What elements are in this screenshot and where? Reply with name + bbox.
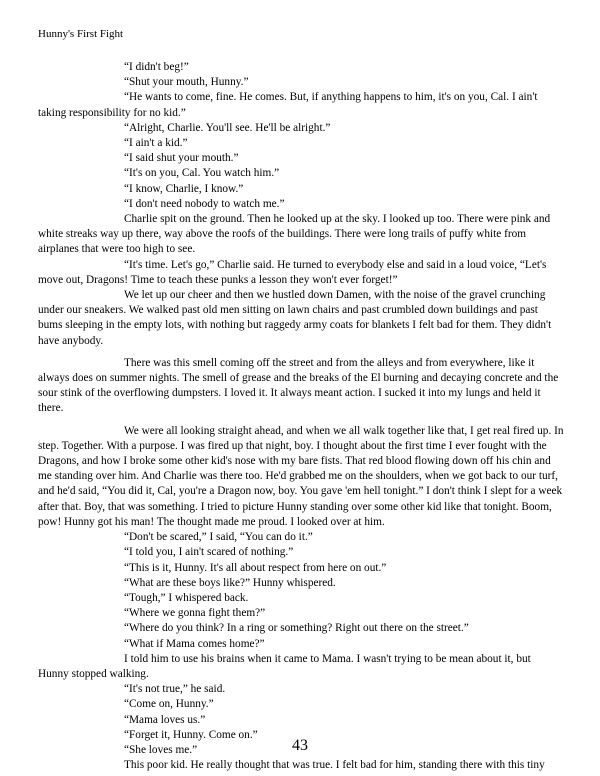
- paragraph: “Tough,” I whispered back.: [124, 591, 249, 604]
- paragraph: I told him to use his brains when it came to Mama. I wasn't trying to be mean about it, but Hunny stopped walking.: [38, 652, 531, 680]
- paragraph: “I know, Charlie, I know.”: [124, 182, 244, 195]
- paragraph: Charlie spit on the ground. Then he looked up at the sky. I looked up too. There were pink and white streaks way up there, way above the roofs of the buildings. There were long trails of puffy white from airplanes that were too high to see.: [38, 213, 551, 256]
- paragraph: This poor kid. He really thought that was true. I felt bad for him, standing there with this tiny: [124, 759, 545, 772]
- paragraph: “Mama loves us.”: [124, 713, 206, 726]
- paragraph: “I told you, I ain't scared of nothing.”: [124, 546, 294, 559]
- paragraph: “Don't be scared,” I said, “You can do it.”: [124, 531, 313, 544]
- paragraph: “He wants to come, fine. He comes. But, if anything happens to him, it's on you, Cal. I ain't taking responsibility for no kid.”: [38, 91, 538, 119]
- paragraph: “Where do you think? In a ring or something? Right out there on the street.”: [124, 622, 469, 635]
- paragraph: We let up our cheer and then we hustled down Damen, with the noise of the gravel crunching under our sneakers. We walked past old men sitting on lawn chairs and past crumbled down buildings and past bums sleeping in the empty lots, with nothing but raggedy army coats for blankets I felt bad for them. They didn't have anybody.: [38, 289, 552, 347]
- paragraph: “Come on, Hunny.”: [124, 698, 214, 711]
- paragraph: “I said shut your mouth.”: [124, 152, 239, 165]
- paragraph: “It's time. Let's go,” Charlie said. He turned to everybody else and said in a loud voice, “Let's move out, Dragons! Time to teach these punks a lesson they won't ever forget!”: [38, 258, 547, 286]
- running-header: Hunny's First Fight: [38, 28, 124, 40]
- paragraph: “I don't need nobody to watch me.”: [124, 197, 285, 210]
- paragraph: “I didn't beg!”: [124, 61, 189, 73]
- paragraph: “It's on you, Cal. You watch him.”: [124, 167, 280, 180]
- paragraph: We were all looking straight ahead, and when we all walk together like that, I get real fired up. In step. Together. With a purpose. I was fired up that night, boy. I thought about the first time I ever fought with the Dragons, and how I broke some other kid's nose with my bare fists. That red blood flowing down off his chin and me standing over him. And Charlie was there too. He'd grabbed me on the shoulders, when we got back to our turf, and he'd said, “You did it, Cal, you're a Dragon now, boy. You gave 'em hell tonight.” I don't think I slept for a week after that. Boy, that was something. I tried to picture Hunny standing over some other kid like that tonight. Boom, pow! Hunny got his man! The thought made me proud. I looked over at him.: [38, 424, 564, 528]
- page-number: 43: [292, 737, 308, 754]
- paragraph: There was this smell coming off the street and from the alleys and from everywhere, like it always does on summer nights. The smell of grease and the breaks of the El burning and decaying concrete and the sour stink of the overflowing dumpsters. I loved it. It always meant action. I sucked it into my lungs and held it there.: [38, 356, 559, 415]
- paragraph: “Shut your mouth, Hunny.”: [124, 76, 249, 89]
- paragraph: “I ain't a kid.”: [124, 137, 188, 150]
- page-body: [38, 60, 564, 773]
- paragraph: “She loves me.”: [124, 743, 198, 756]
- paragraph: “What are these boys like?” Hunny whispered.: [124, 576, 336, 589]
- paragraph: “It's not true,” he said.: [124, 683, 226, 696]
- paragraph: “Alright, Charlie. You'll see. He'll be alright.”: [124, 121, 331, 134]
- paragraph: “What if Mama comes home?”: [124, 637, 265, 650]
- paragraph: “This is it, Hunny. It's all about respect from here on out.”: [124, 561, 387, 574]
- paragraph: “Where we gonna fight them?”: [124, 607, 266, 620]
- paragraph: “Forget it, Hunny. Come on.”: [124, 728, 258, 741]
